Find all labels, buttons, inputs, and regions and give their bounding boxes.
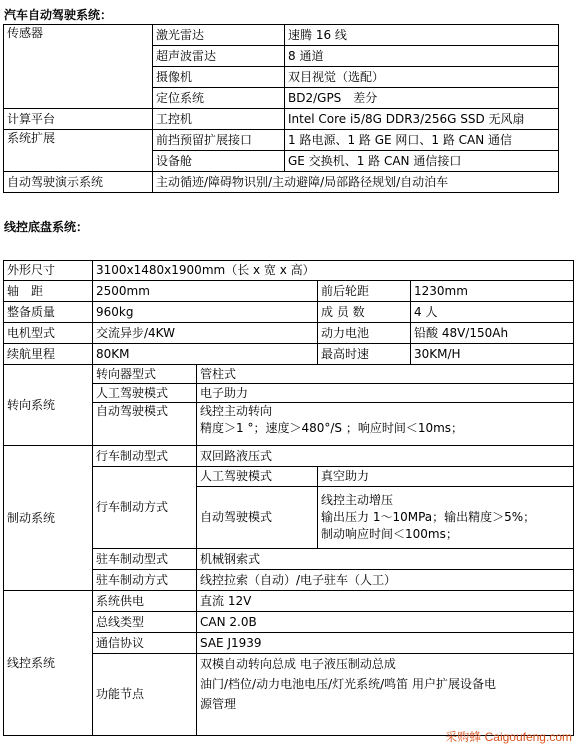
steering-auto-value-line2: 精度＞1 °；速度＞480°/S ；响应时间＜10ms； [200, 421, 464, 435]
top-speed-label: 最高时速 [318, 344, 411, 365]
camera-value: 双目视觉（选配） [285, 67, 559, 88]
compute-label: 计算平台 [4, 109, 153, 130]
protocol-name: 通信协议 [93, 633, 197, 654]
park-type-value: 机械钢索式 [197, 549, 574, 570]
positioning-name: 定位系统 [153, 88, 285, 109]
brake-manual-value: 真空助力 [318, 467, 574, 487]
brake-mode-name: 行车制动方式 [93, 467, 197, 549]
function-node-value [197, 654, 574, 736]
section-title-autonomous: 汽车自动驾驶系统： [4, 8, 113, 22]
section-title-chassis: 线控底盘系统： [4, 220, 89, 234]
function-node-value-line3: 源管理 [200, 697, 237, 711]
extension-label: 系统扩展 [4, 130, 153, 172]
brake-type-value: 双回路液压式 [197, 446, 574, 467]
mass-label: 整备质量 [4, 302, 93, 323]
positioning-value: BD2/GPS 差分 [285, 88, 559, 109]
equipment-cabin-value: GE 交换机、1 路 CAN 通信接口 [285, 151, 559, 172]
park-mode-name: 驻车制动方式 [93, 570, 197, 591]
ultrasonic-value: 8 通道 [285, 46, 559, 67]
battery-label: 动力电池 [318, 323, 411, 344]
function-node-name: 功能节点 [93, 654, 197, 736]
brake-auto-value [318, 487, 574, 549]
steering-manual-value: 电子助力 [197, 384, 574, 403]
steering-manual-name: 人工驾驶模式 [93, 384, 197, 403]
size-value: 3100x1480x1900mm（长 x 宽 x 高） [93, 261, 574, 281]
function-node-value-line1: 双模自动转向总成 电子液压制动总成 [200, 657, 396, 671]
steering-type-value: 管柱式 [197, 365, 574, 384]
mass-value: 960kg [93, 302, 318, 323]
front-interface-name: 前挡预留扩展接口 [153, 130, 285, 151]
steering-auto-value-line1: 线控主动转向 [200, 404, 273, 418]
watermark-logo: 采购蜂 Caigoufeng.com [445, 730, 572, 744]
brake-manual-name: 人工驾驶模式 [197, 467, 318, 487]
bus-type-value: CAN 2.0B [197, 612, 574, 633]
wheelbase-label: 轴 距 [4, 281, 93, 302]
demo-system-value: 主动循迹/障碍物识别/主动避障/局部路径规划/自动泊车 [153, 172, 559, 193]
sensor-label: 传感器 [4, 25, 153, 109]
brake-auto-value-line3: 制动响应时间＜100ms； [321, 527, 458, 541]
track-value: 1230mm [411, 281, 574, 302]
ipc-value: Intel Core i5/8G DDR3/256G SSD 无风扇 [285, 109, 559, 130]
camera-name: 摄像机 [153, 67, 285, 88]
front-interface-value: 1 路电源、1 路 GE 网口、1 路 CAN 通信 [285, 130, 559, 151]
size-label: 外形尺寸 [4, 261, 93, 281]
top-speed-value: 30KM/H [411, 344, 574, 365]
power-supply-name: 系统供电 [93, 591, 197, 612]
wire-control-label: 线控系统 [4, 591, 93, 736]
lidar-value: 速腾 16 线 [285, 25, 559, 46]
protocol-value: SAE J1939 [197, 633, 574, 654]
park-type-name: 驻车制动型式 [93, 549, 197, 570]
park-mode-value: 线控拉索（自动）/电子驻车（人工） [197, 570, 574, 591]
ipc-name: 工控机 [153, 109, 285, 130]
steering-label: 转向系统 [4, 365, 93, 446]
brake-auto-name: 自动驾驶模式 [197, 487, 318, 549]
battery-value: 铅酸 48V/150Ah [411, 323, 574, 344]
steering-auto-value [197, 403, 574, 446]
steering-type-name: 转向器型式 [93, 365, 197, 384]
function-node-value-line2: 油门/档位/动力电池电压/灯光系统/鸣笛 用户扩展设备电 [200, 677, 496, 691]
seats-value: 4 人 [411, 302, 574, 323]
equipment-cabin-name: 设备舱 [153, 151, 285, 172]
seats-label: 成 员 数 [318, 302, 411, 323]
lidar-name: 激光雷达 [153, 25, 285, 46]
autonomous-spec-table [3, 24, 559, 193]
bus-type-name: 总线类型 [93, 612, 197, 633]
steering-auto-name: 自动驾驶模式 [93, 403, 197, 446]
wheelbase-value: 2500mm [93, 281, 318, 302]
track-label: 前后轮距 [318, 281, 411, 302]
power-supply-value: 直流 12V [197, 591, 574, 612]
motor-label: 电机型式 [4, 323, 93, 344]
motor-value: 交流异步/4KW [93, 323, 318, 344]
brake-type-name: 行车制动型式 [93, 446, 197, 467]
demo-system-label: 自动驾驶演示系统 [4, 172, 153, 193]
brake-auto-value-line1: 线控主动增压 [321, 493, 394, 507]
range-value: 80KM [93, 344, 318, 365]
chassis-spec-table [3, 260, 574, 736]
brake-label: 制动系统 [4, 446, 93, 591]
ultrasonic-name: 超声波雷达 [153, 46, 285, 67]
range-label: 续航里程 [4, 344, 93, 365]
brake-auto-value-line2: 输出压力 1～10MPa；输出精度＞5%； [321, 510, 536, 524]
